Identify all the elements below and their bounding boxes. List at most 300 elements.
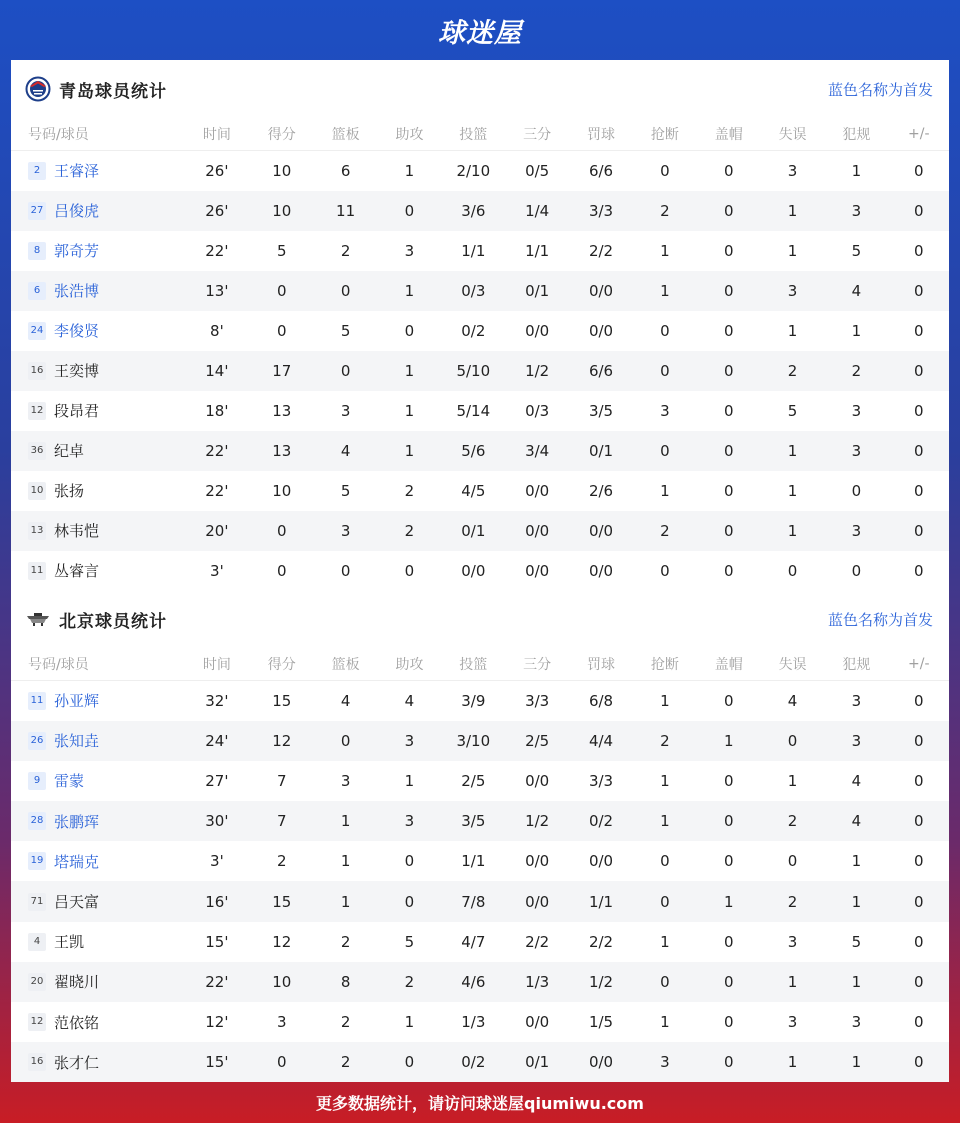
stat-cell: 0 [723, 1013, 734, 1032]
stat-cell: 2/2 [525, 932, 550, 951]
player-name[interactable]: 王凯 [54, 933, 85, 952]
jersey-number-badge: 24 [28, 322, 46, 340]
player-row[interactable] [11, 351, 949, 391]
column-header: 罚球 [569, 118, 633, 151]
player-name[interactable]: 李俊贤 [54, 322, 100, 340]
column-header: 投篮 [441, 118, 505, 151]
stat-cell: 1 [787, 441, 798, 460]
starter-legend: 蓝色名称为首发 [827, 610, 933, 629]
column-header-row [11, 648, 949, 681]
stat-cell: 5 [851, 932, 862, 951]
team-header [11, 590, 949, 648]
stat-cell: 2 [787, 361, 798, 380]
column-header: 失误 [761, 648, 824, 681]
stat-cell: 3 [787, 161, 798, 180]
stat-cell: 2/2 [588, 241, 614, 260]
player-row[interactable] [11, 431, 949, 471]
player-row[interactable] [11, 551, 949, 591]
stat-cell: 3 [851, 691, 862, 710]
stat-cell: 22' [205, 241, 229, 260]
column-header-row [11, 118, 949, 151]
column-header: 时间 [184, 648, 250, 681]
player-name[interactable]: 张扬 [54, 482, 85, 500]
stat-cell: 0 [340, 561, 351, 580]
stat-cell: 0 [404, 321, 415, 340]
stat-cell: 3' [210, 561, 224, 580]
player-row[interactable] [11, 1002, 949, 1042]
stat-cell: 0/2 [588, 812, 614, 831]
player-cell[interactable] [11, 922, 184, 962]
stat-cell: 0 [914, 932, 924, 951]
stat-cell: 11 [336, 201, 356, 220]
stat-cell: 0 [660, 972, 670, 991]
stat-cell: 6/6 [588, 361, 614, 380]
stat-cell: 1 [787, 972, 798, 991]
player-row[interactable] [11, 761, 949, 801]
stat-cell: 5/10 [456, 361, 491, 380]
stat-cell: 3 [276, 1013, 287, 1032]
stat-cell: 1/4 [525, 201, 550, 220]
stat-cell: 0 [723, 321, 734, 340]
stat-cell: 14' [205, 361, 229, 380]
player-row[interactable] [11, 471, 949, 511]
player-cell[interactable] [11, 1042, 184, 1082]
stat-cell: 3' [210, 852, 224, 871]
stat-cell: 0/0 [461, 561, 486, 580]
stat-cell: 1 [404, 1013, 415, 1032]
stat-cell: 0 [723, 201, 734, 220]
player-cell[interactable] [11, 881, 184, 921]
stat-cell: 5 [851, 241, 862, 260]
stat-cell: 0 [914, 1053, 924, 1072]
column-header: 号码/球员 [11, 648, 184, 681]
stat-cell: 0/1 [461, 521, 486, 540]
column-header: 得分 [250, 118, 313, 151]
stat-cell: 5 [340, 481, 351, 500]
stat-cell: 0/0 [588, 852, 614, 871]
stat-cell: 0 [914, 401, 924, 420]
stat-cell: 4/6 [461, 972, 486, 991]
stat-cell: 0 [723, 161, 734, 180]
stat-cell: 0 [914, 731, 924, 750]
player-cell[interactable] [11, 721, 184, 761]
player-name[interactable]: 张知垚 [54, 732, 100, 751]
stat-cell: 1 [404, 161, 415, 180]
stat-cell: 1 [404, 441, 415, 460]
stat-cell: 3 [404, 731, 415, 750]
stat-cell: 1 [787, 771, 798, 790]
stat-cell: 3 [404, 241, 415, 260]
stat-cell: 0/1 [525, 281, 550, 300]
stat-cell: 3 [660, 1053, 670, 1072]
player-row[interactable] [11, 391, 949, 431]
stat-cell: 16' [205, 892, 229, 911]
stat-cell: 12' [205, 1013, 229, 1032]
stat-cell: 5 [340, 321, 351, 340]
player-row[interactable] [11, 801, 949, 841]
jersey-number-badge: 11 [28, 562, 46, 580]
stat-cell: 7 [276, 771, 287, 790]
player-name[interactable]: 塔瑞克 [54, 852, 100, 871]
stat-cell: 2 [340, 932, 351, 951]
stat-cell: 3/3 [588, 771, 614, 790]
stat-cell: 0 [914, 281, 924, 300]
player-row[interactable] [11, 311, 949, 351]
stat-cell: 3/4 [525, 441, 550, 460]
stat-cell: 1 [787, 241, 798, 260]
column-header: +/- [889, 648, 949, 681]
jersey-number-badge: 9 [28, 772, 46, 790]
stat-cell: 22' [205, 481, 229, 500]
stat-cell: 1 [851, 892, 862, 911]
column-header: +/- [889, 118, 949, 151]
jersey-number-badge: 16 [28, 362, 46, 380]
player-cell[interactable] [11, 511, 184, 551]
stat-cell: 0 [660, 561, 670, 580]
stat-cell: 0 [787, 852, 798, 871]
jersey-number-badge: 10 [28, 482, 46, 500]
stat-cell: 0/0 [525, 321, 550, 340]
player-row[interactable] [11, 962, 949, 1002]
stat-cell: 0 [340, 361, 351, 380]
site-logo: 球迷屋 [438, 17, 522, 49]
stat-cell: 12 [272, 731, 292, 750]
stat-cell: 0 [723, 361, 734, 380]
qingdao-team-logo [25, 76, 51, 102]
stat-cell: 3/10 [456, 731, 491, 750]
stat-cell: 5 [404, 932, 415, 951]
stat-cell: 2 [787, 892, 798, 911]
stat-cell: 0 [723, 771, 734, 790]
stat-cell: 4 [851, 812, 862, 831]
jersey-number-badge: 19 [28, 852, 46, 870]
stat-cell: 3/3 [588, 201, 614, 220]
stat-cell: 3/3 [525, 691, 550, 710]
stat-cell: 0 [660, 361, 670, 380]
player-cell[interactable] [11, 431, 184, 471]
stat-cell: 2 [404, 521, 415, 540]
stat-cell: 0/1 [588, 441, 614, 460]
stat-cell: 0 [914, 1013, 924, 1032]
team-header [11, 60, 949, 118]
player-cell[interactable] [11, 761, 184, 801]
stat-cell: 1 [787, 521, 798, 540]
column-header: 助攻 [378, 648, 441, 681]
stat-cell: 0 [660, 852, 670, 871]
stat-cell: 0/0 [588, 321, 614, 340]
stat-cell: 0 [851, 481, 862, 500]
stat-cell: 0 [723, 972, 734, 991]
player-name[interactable]: 林韦恺 [54, 522, 100, 540]
stat-cell: 2 [340, 1053, 351, 1072]
stat-cell: 2 [660, 201, 670, 220]
stat-cell: 0 [914, 441, 924, 460]
stat-cell: 0 [914, 201, 924, 220]
stat-cell: 1 [660, 932, 670, 951]
stat-cell: 4 [340, 691, 351, 710]
stat-cell: 3 [851, 201, 862, 220]
stat-cell: 1 [340, 812, 351, 831]
player-row[interactable] [11, 881, 949, 921]
stat-cell: 1 [851, 161, 862, 180]
column-header: 抢断 [633, 118, 696, 151]
stat-cell: 3 [660, 401, 670, 420]
stat-cell: 0/0 [588, 521, 614, 540]
player-name[interactable]: 范依铭 [54, 1013, 100, 1032]
player-name[interactable]: 吕俊虎 [54, 202, 100, 220]
stat-cell: 3 [340, 521, 351, 540]
stat-cell: 2/6 [588, 481, 614, 500]
stat-cell: 0 [914, 521, 924, 540]
stat-cell: 0 [723, 401, 734, 420]
stat-cell: 0 [723, 441, 734, 460]
stat-cell: 1/3 [461, 1013, 486, 1032]
column-header: 盖帽 [697, 648, 761, 681]
column-header: 犯规 [824, 648, 888, 681]
stat-cell: 1 [660, 481, 670, 500]
player-cell[interactable] [11, 471, 184, 511]
stat-cell: 1 [660, 1013, 670, 1032]
stat-cell: 0/1 [525, 1053, 550, 1072]
player-row[interactable] [11, 191, 949, 231]
stat-cell: 2/5 [525, 731, 550, 750]
player-cell[interactable] [11, 231, 184, 271]
column-header: 篮板 [313, 648, 377, 681]
player-row[interactable] [11, 511, 949, 551]
player-cell[interactable] [11, 1002, 184, 1042]
stat-cell: 0/2 [461, 1053, 486, 1072]
jersey-number-badge: 12 [28, 402, 46, 420]
stat-cell: 0/0 [525, 561, 550, 580]
beijing-team-logo [25, 606, 51, 632]
player-name[interactable]: 丛睿言 [54, 562, 100, 580]
stat-cell: 1 [660, 281, 670, 300]
stat-cell: 0 [914, 892, 924, 911]
stat-cell: 1 [660, 241, 670, 260]
stat-cell: 6/8 [588, 691, 614, 710]
stat-cell: 1 [787, 481, 798, 500]
player-cell[interactable] [11, 271, 184, 311]
stat-cell: 3 [787, 1013, 798, 1032]
stat-cell: 2/2 [588, 932, 614, 951]
player-name[interactable]: 孙亚辉 [54, 692, 100, 711]
stat-cell: 2/5 [461, 771, 486, 790]
player-row[interactable] [11, 841, 949, 881]
player-name[interactable]: 吕天富 [54, 893, 100, 912]
starter-legend: 蓝色名称为首发 [827, 80, 933, 99]
column-header: 三分 [505, 648, 568, 681]
player-row[interactable] [11, 1042, 949, 1082]
stat-cell: 1/5 [588, 1013, 614, 1032]
player-cell[interactable] [11, 191, 184, 231]
player-cell[interactable] [11, 801, 184, 841]
stat-cell: 0 [914, 161, 924, 180]
stat-cell: 17 [272, 361, 292, 380]
stat-cell: 0 [914, 361, 924, 380]
stat-cell: 1 [660, 691, 670, 710]
player-row[interactable] [11, 721, 949, 761]
stat-cell: 5/6 [461, 441, 486, 460]
stat-cell: 13' [205, 281, 229, 300]
player-name[interactable]: 王奕博 [54, 362, 100, 380]
player-name[interactable]: 王睿泽 [54, 162, 100, 181]
stat-cell: 5/14 [456, 401, 491, 420]
stat-cell: 7/8 [461, 892, 486, 911]
player-cell[interactable] [11, 551, 184, 591]
stat-cell: 1 [851, 1053, 862, 1072]
player-name[interactable]: 纪卓 [54, 442, 85, 460]
stat-cell: 0 [851, 561, 862, 580]
footer-banner[interactable]: 更多数据统计，请访问球迷屋qiumiwu.com [316, 1094, 644, 1113]
column-header: 篮板 [313, 118, 377, 151]
stat-cell: 3 [851, 401, 862, 420]
player-rows [11, 681, 949, 1083]
stat-cell: 10 [272, 201, 292, 220]
stat-cell: 0 [404, 1053, 415, 1072]
qingdao-stats-panel [11, 60, 949, 590]
jersey-number-badge: 13 [28, 522, 46, 540]
stat-cell: 0/3 [461, 281, 486, 300]
player-cell[interactable] [11, 311, 184, 351]
stat-cell: 1 [404, 771, 415, 790]
player-name[interactable]: 张浩博 [54, 282, 100, 300]
stat-cell: 0 [914, 852, 924, 871]
stat-cell: 0 [914, 972, 924, 991]
player-row[interactable] [11, 271, 949, 311]
stat-cell: 1 [851, 852, 862, 871]
jersey-number-badge: 12 [28, 1013, 46, 1031]
stat-cell: 0 [340, 731, 351, 750]
stat-cell: 10 [272, 481, 292, 500]
jersey-number-badge: 27 [28, 202, 46, 220]
stat-cell: 0 [723, 281, 734, 300]
team-title: 北京球员统计 [59, 611, 167, 632]
stat-cell: 26' [205, 161, 229, 180]
player-row[interactable] [11, 922, 949, 962]
stat-cell: 4/4 [588, 731, 614, 750]
player-cell[interactable] [11, 681, 184, 721]
stat-cell: 0 [723, 561, 734, 580]
stat-cell: 1/2 [525, 361, 550, 380]
stat-cell: 1/1 [461, 241, 486, 260]
jersey-number-badge: 71 [28, 893, 46, 911]
stat-cell: 4 [851, 771, 862, 790]
stat-cell: 0 [914, 812, 924, 831]
stat-cell: 0 [787, 731, 798, 750]
stat-cell: 2 [404, 972, 415, 991]
column-header: 犯规 [824, 118, 888, 151]
player-name[interactable]: 雷蒙 [54, 772, 85, 791]
stat-cell: 0 [723, 852, 734, 871]
player-row[interactable] [11, 681, 949, 721]
stat-cell: 2 [660, 521, 670, 540]
column-header: 失误 [761, 118, 824, 151]
player-name[interactable]: 张才仁 [54, 1053, 100, 1072]
stat-cell: 0 [787, 561, 798, 580]
player-row[interactable] [11, 151, 949, 191]
stat-cell: 22' [205, 441, 229, 460]
player-name[interactable]: 段昂君 [54, 402, 100, 420]
stat-cell: 0 [276, 521, 287, 540]
stat-cell: 1 [851, 321, 862, 340]
stat-cell: 0/5 [525, 161, 550, 180]
stat-cell: 0 [276, 561, 287, 580]
stat-cell: 2 [660, 731, 670, 750]
stat-cell: 0/0 [525, 852, 550, 871]
jersey-number-badge: 16 [28, 1053, 46, 1071]
player-cell[interactable] [11, 391, 184, 431]
stat-cell: 3 [404, 812, 415, 831]
player-name[interactable]: 翟晓川 [54, 973, 100, 992]
stat-cell: 0 [914, 771, 924, 790]
stat-cell: 3 [340, 771, 351, 790]
player-cell[interactable] [11, 841, 184, 881]
stat-cell: 1 [660, 771, 670, 790]
column-header: 抢断 [633, 648, 696, 681]
stat-cell: 0/2 [461, 321, 486, 340]
player-row[interactable] [11, 231, 949, 271]
player-rows [11, 151, 949, 591]
column-header: 投篮 [441, 648, 505, 681]
stat-cell: 0 [340, 281, 351, 300]
column-header: 号码/球员 [11, 118, 184, 151]
stat-cell: 0 [723, 691, 734, 710]
stat-cell: 0 [404, 852, 415, 871]
stat-cell: 13 [272, 441, 292, 460]
stat-cell: 0 [276, 281, 287, 300]
player-cell[interactable] [11, 962, 184, 1002]
jersey-number-badge: 11 [28, 692, 46, 710]
player-name[interactable]: 郭奇芳 [54, 242, 100, 260]
stat-cell: 0/0 [525, 892, 550, 911]
column-header: 得分 [250, 648, 313, 681]
jersey-number-badge: 2 [28, 162, 46, 180]
stat-cell: 8 [340, 972, 351, 991]
stat-cell: 0 [404, 892, 415, 911]
player-name[interactable]: 张鹏珲 [54, 812, 100, 831]
stat-cell: 0 [660, 892, 670, 911]
player-cell[interactable] [11, 151, 184, 191]
column-header: 三分 [505, 118, 568, 151]
stat-cell: 0/0 [588, 281, 614, 300]
jersey-number-badge: 20 [28, 973, 46, 991]
player-cell[interactable] [11, 351, 184, 391]
column-header: 盖帽 [697, 118, 761, 151]
stat-cell: 1 [404, 281, 415, 300]
stat-cell: 0/0 [588, 561, 614, 580]
stat-cell: 18' [205, 401, 229, 420]
stat-cell: 3 [851, 1013, 862, 1032]
stat-cell: 2 [787, 812, 798, 831]
team-title: 青岛球员统计 [59, 81, 167, 102]
jersey-number-badge: 8 [28, 242, 46, 260]
stat-cell: 2 [851, 361, 862, 380]
stat-cell: 1 [851, 972, 862, 991]
stat-cell: 0/0 [525, 521, 550, 540]
stat-cell: 2 [404, 481, 415, 500]
stat-cell: 4 [851, 281, 862, 300]
stat-cell: 4 [340, 441, 351, 460]
stat-cell: 1 [340, 852, 351, 871]
stat-cell: 1 [723, 892, 734, 911]
stat-cell: 0 [723, 932, 734, 951]
stat-cell: 1/2 [525, 812, 550, 831]
stat-cell: 22' [205, 972, 229, 991]
stat-cell: 15' [205, 1053, 229, 1072]
stat-cell: 0 [660, 441, 670, 460]
stat-cell: 0 [404, 201, 415, 220]
player-stats-table [11, 118, 949, 591]
